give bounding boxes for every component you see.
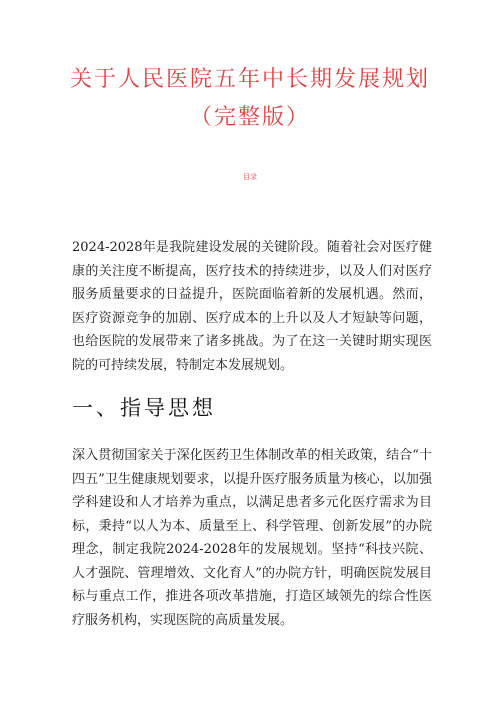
intro-paragraph: 2024-2028年是我院建设发展的关键阶段。随着社会对医疗健康的关注度不断提高，医疗技术的持续进步，以及人们对医疗服务质量要求的日益提升，医院面临着新的发展机遇。然而，医疗资源竞争的加剧、医疗成本的上升以及人才短缺等问题，也给医院的发展带来了诸多挑战。为了在这一关键时期实现医院的可持续发展，特制定本发展规划。 <box>72 240 432 373</box>
document-subtitle: （完整版） <box>189 105 310 130</box>
section-heading: 一、指导思想 <box>72 396 216 420</box>
document-title: 关于人民医院五年中长期发展规划 <box>69 67 430 92</box>
section-paragraph: 深入贯彻国家关于深化医药卫生体制改革的相关政策，结合“十四五”卫生健康规划要求，以提升医疗服务质量为核心，以加强学科建设和人才培养为重点，以满足患者多元化医疗需求为目标，秉持“以人为本、质量至上、科学管理、创新发展”的办院理念，制定我院2024-2028年的发展规划。坚持“科技兴院、人才强院、管理增效、文化育人”的办院方针，明确医院发展目标与重点工作，推进各项改革措施，打造区域领先的综合性医疗服务机构，实现医院的高质量发展。 <box>72 448 432 628</box>
toc-link[interactable]: 目录 <box>243 173 257 181</box>
